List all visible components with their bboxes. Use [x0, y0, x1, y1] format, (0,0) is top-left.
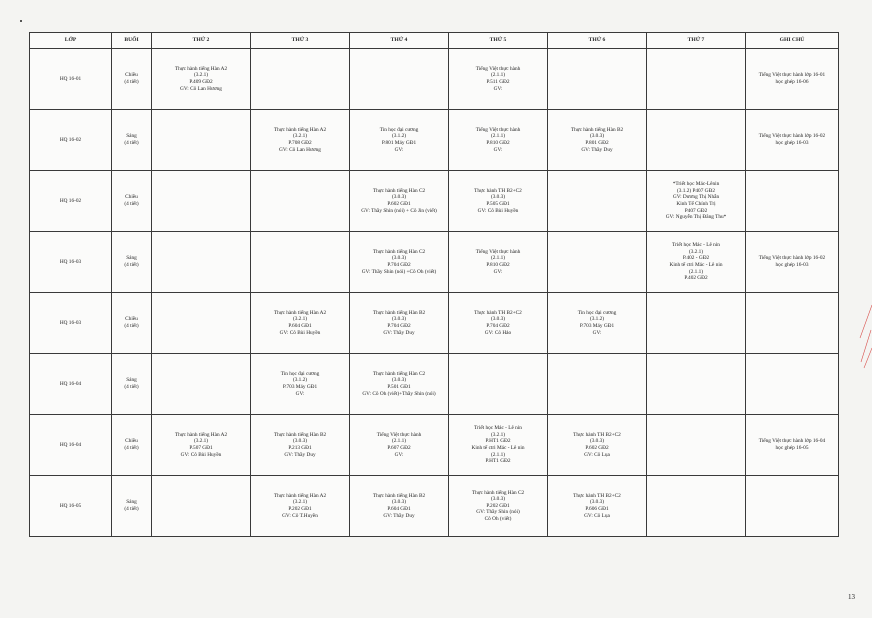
cell-thu-5: [449, 293, 548, 354]
cell-text: học ghép 16-03: [775, 262, 809, 268]
cell-text: Thực hành tiếng Hàn C2: [372, 248, 426, 255]
cell-text: GV: Cô T.Huyền: [282, 512, 318, 519]
cell-thu-7: [647, 110, 746, 171]
cell-text: (3.0.3): [490, 194, 506, 201]
cell-text: (3.1.2): [589, 316, 605, 323]
cell-text: GV: Thầy Duy: [284, 451, 316, 458]
cell-text: GV: Cô Lan Hương: [279, 146, 321, 153]
cell-text: (4 tiết): [124, 79, 139, 85]
cell-text: P.602 GĐ2: [585, 445, 609, 451]
cell-text: GV: Cô Lụa: [584, 512, 610, 519]
note-cell: [746, 354, 839, 415]
cell-thu-2: [152, 232, 251, 293]
cell-text: P.704 GĐ2: [486, 323, 510, 329]
class-cell: HQ 16-02: [30, 110, 112, 171]
cell-thu-7: [647, 293, 746, 354]
table-row: [30, 415, 839, 476]
cell-text: Thực hành tiếng Hàn B2: [372, 492, 426, 499]
class-cell: HQ 16-02: [30, 171, 112, 232]
cell-text: (4 tiết): [124, 384, 139, 390]
cell-thu-7: [647, 232, 746, 293]
cell-text: P.409 GĐ2: [189, 79, 213, 85]
cell-text: GV: Thầy Duy: [383, 512, 415, 519]
note-cell: [746, 232, 839, 293]
cell-text: (3.2.1): [490, 431, 506, 438]
cell-text: (4 tiết): [124, 323, 139, 329]
cell-text: (4 tiết): [124, 201, 139, 207]
cell-text: GV: Cô Bùi Huyền: [180, 451, 222, 458]
cell-text: P.HT1 GĐ2: [485, 438, 511, 445]
cell-text: Kinh Tế Chính Trị: [676, 201, 716, 207]
cell-thu-4: [350, 415, 449, 476]
cell-text: GV:: [493, 85, 503, 92]
cell-text: GV: Thầy Shin (nói) + Cô Jin (viết): [361, 207, 437, 214]
table-row: [30, 171, 839, 232]
table-row: [30, 293, 839, 354]
cell-text: (3.1.2): [292, 377, 308, 384]
cell-text: (3.2.1): [292, 499, 308, 506]
cell-text: (4 tiết): [124, 140, 139, 146]
table-row: [30, 354, 839, 415]
table-row: [30, 232, 839, 293]
cell-thu-7: [647, 476, 746, 537]
cell-thu-6: [548, 232, 647, 293]
cell-text: (2.1.1): [688, 268, 704, 275]
cell-text: Tiếng Việt thực hành: [475, 248, 521, 255]
header-thu-4: THỨ 4: [350, 33, 449, 49]
cell-text: (3.0.3): [391, 499, 407, 506]
cell-thu-7: [647, 415, 746, 476]
cell-thu-5: [449, 354, 548, 415]
cell-text: Thực hành tiếng Hàn A2: [273, 492, 327, 499]
cell-thu-6: [548, 171, 647, 232]
cell-text: P.703 Máy GĐ1: [282, 384, 318, 390]
session-cell: [112, 415, 152, 476]
cell-text: (2.1.1): [490, 72, 506, 79]
cell-thu-6: [548, 476, 647, 537]
cell-text: GV:: [295, 390, 305, 397]
class-cell: HQ 16-05: [30, 476, 112, 537]
cell-text: Tiếng Việt thực hành lớp 16-01: [758, 72, 826, 79]
cell-text: (2.1.1): [490, 255, 506, 262]
cell-text: P.213 GĐ1: [288, 445, 312, 451]
note-cell: [746, 49, 839, 110]
cell-thu-7: [647, 171, 746, 232]
cell-text: Tiếng Việt thực hành: [376, 431, 422, 438]
cell-thu-2: [152, 293, 251, 354]
cell-text: (3.2.1): [292, 133, 308, 140]
cell-text: *Triết học Mác-Lênin: [672, 181, 720, 188]
cell-text: (3.0.3): [391, 316, 407, 323]
cell-thu-7: [647, 49, 746, 110]
cell-text: GV: Cô Lụa: [584, 451, 610, 458]
cell-text: P.810 GĐ2: [486, 140, 510, 146]
cell-text: học ghép 16-06: [775, 79, 809, 85]
cell-text: P.501 GĐ1: [387, 384, 411, 390]
cell-text: GV: Cô Lan Hương: [180, 85, 222, 92]
cell-thu-2: [152, 171, 251, 232]
cell-text: (3.0.3): [391, 377, 407, 384]
cell-text: GV: Thầy Duy: [581, 146, 613, 153]
cell-text: GV: Thầy Shin (nói) +Cô Oh (viết): [361, 268, 437, 275]
session-cell: [112, 171, 152, 232]
cell-text: (3.0.3): [589, 499, 605, 506]
cell-text: GV:: [493, 268, 503, 275]
cell-text: Tin học đại cương: [280, 370, 320, 377]
session-cell: [112, 49, 152, 110]
class-cell: HQ 16-03: [30, 293, 112, 354]
cell-text: (3.0.3): [490, 496, 506, 503]
cell-text: (3.0.3): [391, 255, 407, 262]
cell-thu-4: [350, 171, 449, 232]
note-cell: [746, 415, 839, 476]
cell-text: P.704 GĐ2: [387, 323, 411, 329]
header-thu-5: THỨ 5: [449, 33, 548, 49]
cell-text: GV:: [394, 146, 404, 153]
cell-text: Thực hành tiếng Hàn A2: [174, 65, 228, 72]
cell-text: Chiều: [125, 316, 138, 323]
cell-thu-5: [449, 110, 548, 171]
cell-text: Tin học đại cương: [577, 309, 617, 316]
cell-text: Thực hành tiếng Hàn B2: [273, 431, 327, 438]
cell-text: Thực hành tiếng Hàn C2: [372, 187, 426, 194]
header-row: [30, 33, 839, 49]
cell-text: GV: Cô Oh (viết)+Thầy Shin (nói): [362, 390, 436, 397]
cell-thu-2: [152, 476, 251, 537]
timetable: [29, 32, 839, 537]
cell-text: P.402 GĐ2: [684, 275, 708, 282]
header-thu-7: THỨ 7: [647, 33, 746, 49]
cell-text: P.402 - GĐ2: [682, 255, 710, 262]
cell-text: P.202 GĐ1: [288, 506, 312, 512]
header-buoi: BUỔI: [112, 33, 152, 49]
header-lop: LỚP: [30, 33, 112, 49]
cell-thu-6: [548, 293, 647, 354]
cell-text: Chiều: [125, 194, 138, 201]
cell-text: Chiều: [125, 438, 138, 445]
cell-thu-5: [449, 49, 548, 110]
cell-thu-2: [152, 49, 251, 110]
session-cell: [112, 110, 152, 171]
cell-text: Triết học Mác - Lê nin: [474, 425, 522, 432]
page-number: 13: [848, 593, 855, 601]
cell-text: GV:: [394, 451, 404, 458]
cell-thu-3: [251, 171, 350, 232]
class-cell: HQ 16-04: [30, 354, 112, 415]
header-thu-3: THỨ 3: [251, 33, 350, 49]
cell-thu-4: [350, 293, 449, 354]
cell-thu-2: [152, 354, 251, 415]
cell-text: P.810 GĐ2: [486, 262, 510, 268]
cell-thu-3: [251, 293, 350, 354]
cell-thu-4: [350, 49, 449, 110]
cell-thu-3: [251, 476, 350, 537]
cell-text: (3.2.1): [193, 438, 209, 445]
cell-text: Sáng: [126, 133, 137, 140]
cell-text: GV: Cô Bùi Huyền: [477, 207, 519, 214]
cell-text: (4 tiết): [124, 262, 139, 268]
cell-text: P407 GĐ2: [684, 207, 708, 214]
cell-text: Sáng: [126, 499, 137, 506]
cell-text: Thực hành tiếng Hàn A2: [174, 431, 228, 438]
cell-text: (3.0.3): [292, 438, 308, 445]
cell-thu-3: [251, 354, 350, 415]
cell-text: (4 tiết): [124, 445, 139, 451]
class-cell: HQ 16-03: [30, 232, 112, 293]
cell-thu-6: [548, 49, 647, 110]
cell-text: P.703 Máy GĐ1: [579, 323, 615, 329]
cell-thu-5: [449, 415, 548, 476]
cell-text: Tiếng Việt thực hành lớp 16-02: [758, 255, 826, 262]
session-cell: [112, 354, 152, 415]
scan-speck: [20, 20, 22, 22]
cell-text: Tiếng Việt thực hành: [475, 126, 521, 133]
cell-text: Chiều: [125, 72, 138, 79]
cell-text: P.801 GĐ2: [585, 140, 609, 146]
cell-thu-3: [251, 415, 350, 476]
cell-thu-4: [350, 232, 449, 293]
cell-text: (2.1.1): [490, 133, 506, 140]
cell-text: học ghép 16-05: [775, 445, 809, 451]
cell-text: Thực hành tiếng Hàn A2: [273, 126, 327, 133]
cell-thu-2: [152, 110, 251, 171]
cell-text: (3.2.1): [292, 316, 308, 323]
cell-text: Thực hành TH B2+C2: [573, 431, 621, 438]
table-row: [30, 110, 839, 171]
cell-text: Thực hành TH B2+C2: [573, 492, 621, 499]
cell-text: (3.0.3): [391, 194, 407, 201]
header-thu-6: THỨ 6: [548, 33, 647, 49]
cell-text: Triết học Mác - Lê nin: [672, 242, 720, 249]
cell-text: Tin học đại cương: [379, 126, 419, 133]
note-cell: [746, 293, 839, 354]
cell-text: (3.1.2): [391, 133, 407, 140]
session-cell: [112, 232, 152, 293]
cell-thu-3: [251, 110, 350, 171]
cell-text: Thực hành tiếng Hàn C2: [372, 370, 426, 377]
cell-text: P.HT1 GĐ2: [485, 458, 511, 465]
cell-thu-3: [251, 232, 350, 293]
cell-text: Thực hành TH B2+C2: [474, 187, 522, 194]
red-edge-mark: [858, 300, 872, 370]
cell-text: GV: Cô Bùi Huyền: [279, 329, 321, 336]
cell-text: Sáng: [126, 255, 137, 262]
cell-thu-3: [251, 49, 350, 110]
cell-thu-7: [647, 354, 746, 415]
cell-text: (2.1.1): [391, 438, 407, 445]
cell-text: Thực hành tiếng Hàn B2: [570, 126, 624, 133]
cell-text: P.604 GĐ1: [288, 323, 312, 329]
cell-text: Kinh tế ctri Mác - Lê nin: [471, 445, 525, 451]
cell-text: Tiếng Việt thực hành lớp 16-04: [758, 438, 826, 445]
cell-text: (3.0.3): [490, 316, 506, 323]
cell-thu-2: [152, 415, 251, 476]
note-cell: [746, 476, 839, 537]
cell-thu-5: [449, 476, 548, 537]
cell-text: Thực hành tiếng Hàn A2: [273, 309, 327, 316]
cell-text: P.801 Máy GĐ1: [381, 140, 417, 146]
cell-text: Thực hành tiếng Hàn B2: [372, 309, 426, 316]
table-row: [30, 49, 839, 110]
cell-thu-6: [548, 110, 647, 171]
header-ghi-chu: GHI CHÚ: [746, 33, 839, 49]
cell-thu-4: [350, 476, 449, 537]
cell-text: Tiếng Việt thực hành: [475, 65, 521, 72]
cell-text: Kinh tế ctri Mác - Lê nin: [669, 262, 723, 268]
cell-text: P.505 GĐ1: [486, 201, 510, 207]
cell-thu-6: [548, 354, 647, 415]
cell-text: Thực hành TH B2+C2: [474, 309, 522, 316]
class-cell: HQ 16-01: [30, 49, 112, 110]
cell-text: GV: Dương Thị Nhẫn: [672, 194, 720, 201]
table-row: [30, 476, 839, 537]
cell-text: P.607 GĐ2: [387, 445, 411, 451]
cell-text: Tiếng Việt thực hành lớp 16-02: [758, 133, 826, 140]
note-cell: [746, 110, 839, 171]
cell-thu-5: [449, 232, 548, 293]
cell-thu-4: [350, 354, 449, 415]
cell-text: Thực hành tiếng Hàn C2: [471, 489, 525, 496]
cell-text: GV: Thầy Shin (nói): [476, 509, 520, 516]
cell-thu-4: [350, 110, 449, 171]
cell-text: (3.1.2) P407 GĐ2: [677, 187, 715, 194]
cell-text: (2.1.1): [490, 451, 506, 458]
note-cell: [746, 171, 839, 232]
cell-text: GV: Cô Hảo: [484, 329, 512, 336]
session-cell: [112, 476, 152, 537]
cell-text: P.606 GĐ1: [585, 506, 609, 512]
cell-text: P.511 GĐ2: [486, 79, 510, 85]
cell-thu-6: [548, 415, 647, 476]
cell-text: P.507 GĐ1: [189, 445, 213, 451]
cell-text: (3.2.1): [193, 72, 209, 79]
cell-text: Cô Oh (viết): [484, 515, 512, 522]
cell-text: (4 tiết): [124, 506, 139, 512]
cell-text: (3.2.1): [688, 248, 704, 255]
cell-text: Sáng: [126, 377, 137, 384]
cell-text: học ghép 16-03: [775, 140, 809, 146]
cell-text: GV:: [592, 329, 602, 336]
session-cell: [112, 293, 152, 354]
header-thu-2: THỨ 2: [152, 33, 251, 49]
cell-text: GV: Nguyễn Thị Đăng Thu*: [665, 214, 727, 221]
cell-text: P.602 GĐ1: [387, 201, 411, 207]
cell-text: P.604 GĐ1: [387, 506, 411, 512]
cell-text: (3.0.3): [589, 438, 605, 445]
cell-text: P.202 GĐ1: [486, 502, 510, 509]
cell-thu-5: [449, 171, 548, 232]
cell-text: P.708 GĐ2: [288, 140, 312, 146]
schedule-body: [30, 49, 839, 537]
class-cell: HQ 16-04: [30, 415, 112, 476]
cell-text: GV:: [493, 146, 503, 153]
cell-text: GV: Thầy Duy: [383, 329, 415, 336]
cell-text: P.704 GĐ2: [387, 262, 411, 268]
cell-text: (3.0.3): [589, 133, 605, 140]
